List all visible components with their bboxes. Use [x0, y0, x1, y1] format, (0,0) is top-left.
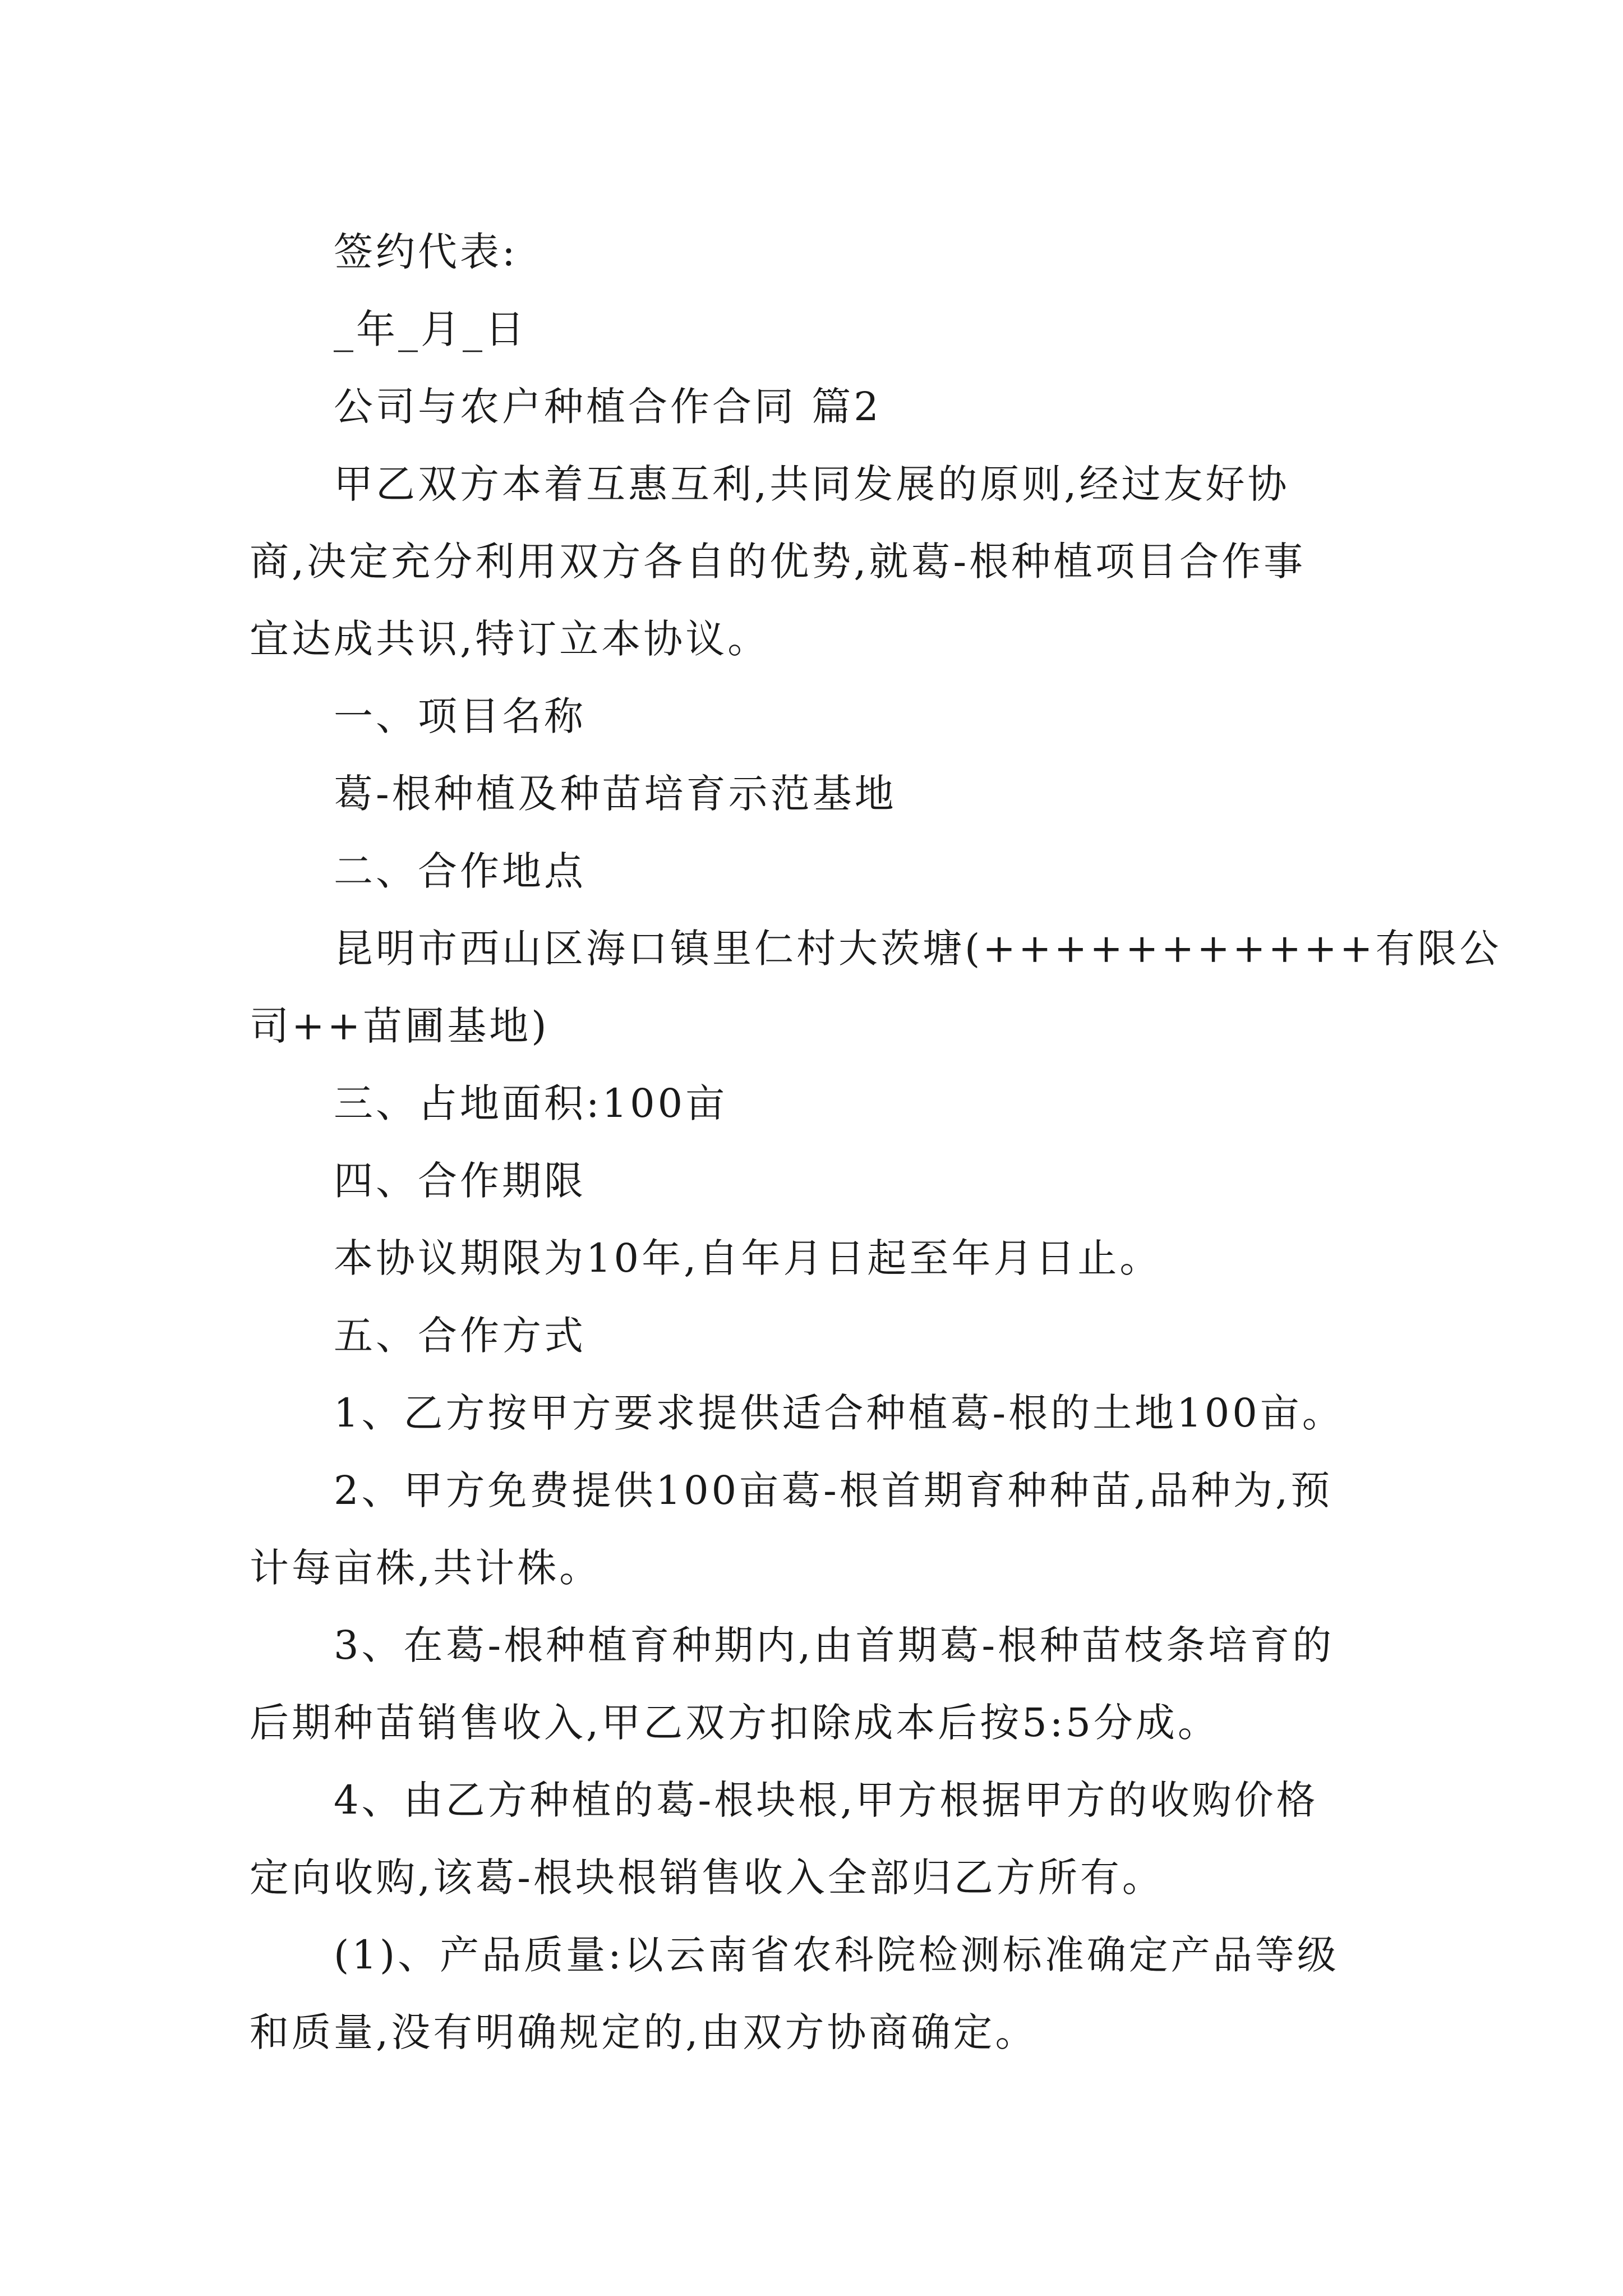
document-body [250, 213, 1502, 2071]
text-line: 商,决定充分利用双方各自的优势,就葛-根种植项目合作事 [250, 539, 1306, 585]
text-line: 甲乙双方本着互惠互利,共同发展的原则,经过友好协 [334, 461, 1290, 507]
section-heading: 二、合作地点 [334, 848, 586, 894]
text-line: 后期种苗销售收入,甲乙双方扣除成本后按5:5分成。 [250, 1700, 1220, 1746]
text-line: 公司与农户种植合作合同 篇2 [334, 384, 882, 430]
text-line: 司++苗圃基地) [250, 1003, 550, 1049]
text-line: (1)、产品质量:以云南省农科院检测标准确定产品等级 [334, 1932, 1339, 1978]
text-line: 宜达成共识,特订立本协议。 [250, 616, 770, 662]
text-line: 1、乙方按甲方要求提供适合种植葛-根的土地100亩。 [334, 1390, 1344, 1436]
text-line: 3、在葛-根种植育种期内,由首期葛-根种苗枝条培育的 [334, 1622, 1335, 1668]
text-line: 4、由乙方种植的葛-根块根,甲方根据甲方的收购价格 [334, 1777, 1318, 1823]
text-line: _年_月_日 [334, 306, 527, 352]
text-line: 本协议期限为10年,自年月日起至年月日止。 [334, 1235, 1162, 1281]
section-heading: 四、合作期限 [334, 1158, 586, 1204]
text-line: 葛-根种植及种苗培育示范基地 [334, 771, 897, 817]
text-line: 定向收购,该葛-根块根销售收入全部归乙方所有。 [250, 1855, 1164, 1901]
text-line: 计每亩株,共计株。 [250, 1545, 602, 1591]
section-heading: 五、合作方式 [334, 1313, 586, 1359]
section-heading: 三、占地面积:100亩 [334, 1080, 728, 1126]
section-heading: 一、项目名称 [334, 693, 586, 739]
text-line: 和质量,没有明确规定的,由双方协商确定。 [250, 2009, 1038, 2055]
text-line: 2、甲方免费提供100亩葛-根首期育种种苗,品种为,预 [334, 1467, 1333, 1513]
text-line: 签约代表: [334, 229, 518, 275]
text-line: 昆明市西山区海口镇里仁村大茨塘(+++++++++++有限公 [334, 926, 1502, 972]
